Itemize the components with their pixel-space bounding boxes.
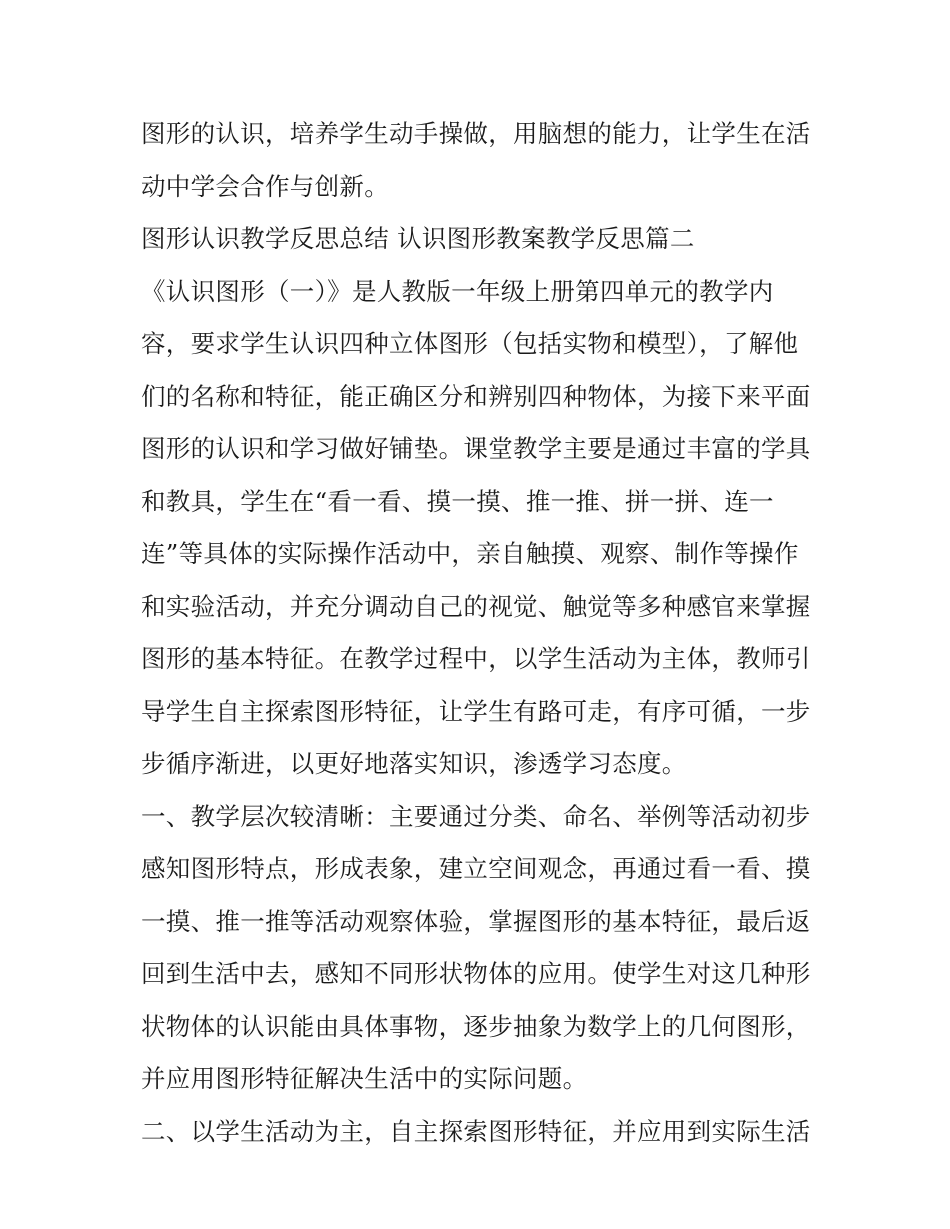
text-line: 感知图形特点，形成表象，建立空间观念，再通过看一看、摸 xyxy=(141,854,811,883)
text-line: 一摸、推一推等活动观察体验，掌握图形的基本特征，最后返 xyxy=(141,906,811,936)
text-line: 一、教学层次较清晰：主要通过分类、命名、举例等活动初步 xyxy=(141,801,811,831)
text-line: 们的名称和特征，能正确区分和辨别四种物体，为接下来平面 xyxy=(141,381,811,411)
text-line: 连”等具体的实际操作活动中，亲自触摸、观察、制作等操作 xyxy=(141,539,799,568)
text-line: 回到生活中去，感知不同形状物体的应用。使学生对这几种形 xyxy=(141,959,811,988)
text-line: 容，要求学生认识四种立体图形（包括实物和模型），了解他 xyxy=(141,329,799,358)
text-line: 并应用图形特征解决生活中的实际问题。 xyxy=(141,1064,588,1093)
text-line: 二、以学生活动为主，自主探索图形特征，并应用到实际生活 xyxy=(141,1116,811,1146)
document-body xyxy=(141,108,817,1158)
section-heading: 图形认识教学反思总结 认识图形教案教学反思篇二 xyxy=(141,224,695,253)
text-line: 导学生自主探索图形特征，让学生有路可走，有序可循，一步 xyxy=(141,696,811,726)
text-line: 图形的认识和学习做好铺垫。课堂教学主要是通过丰富的学具 xyxy=(141,434,811,463)
text-line: 步循序渐进，以更好地落实知识，渗透学习态度。 xyxy=(141,749,687,778)
text-line: 和实验活动，并充分调动自己的视觉、触觉等多种感官来掌握 xyxy=(141,591,811,621)
text-line: 动中学会合作与创新。 xyxy=(141,171,389,201)
text-line: 和教具，学生在“看一看、摸一摸、推一推、拼一拼、连一 xyxy=(141,486,774,516)
text-line: 《认识图形（一）》是人教版一年级上册第四单元的教学内 xyxy=(141,276,774,306)
text-line: 图形的基本特征。在教学过程中，以学生活动为主体，教师引 xyxy=(141,644,811,673)
text-line: 图形的认识，培养学生动手操做，用脑想的能力，让学生在活 xyxy=(141,119,811,148)
text-line: 状物体的认识能由具体事物，逐步抽象为数学上的几何图形， xyxy=(141,1011,811,1041)
